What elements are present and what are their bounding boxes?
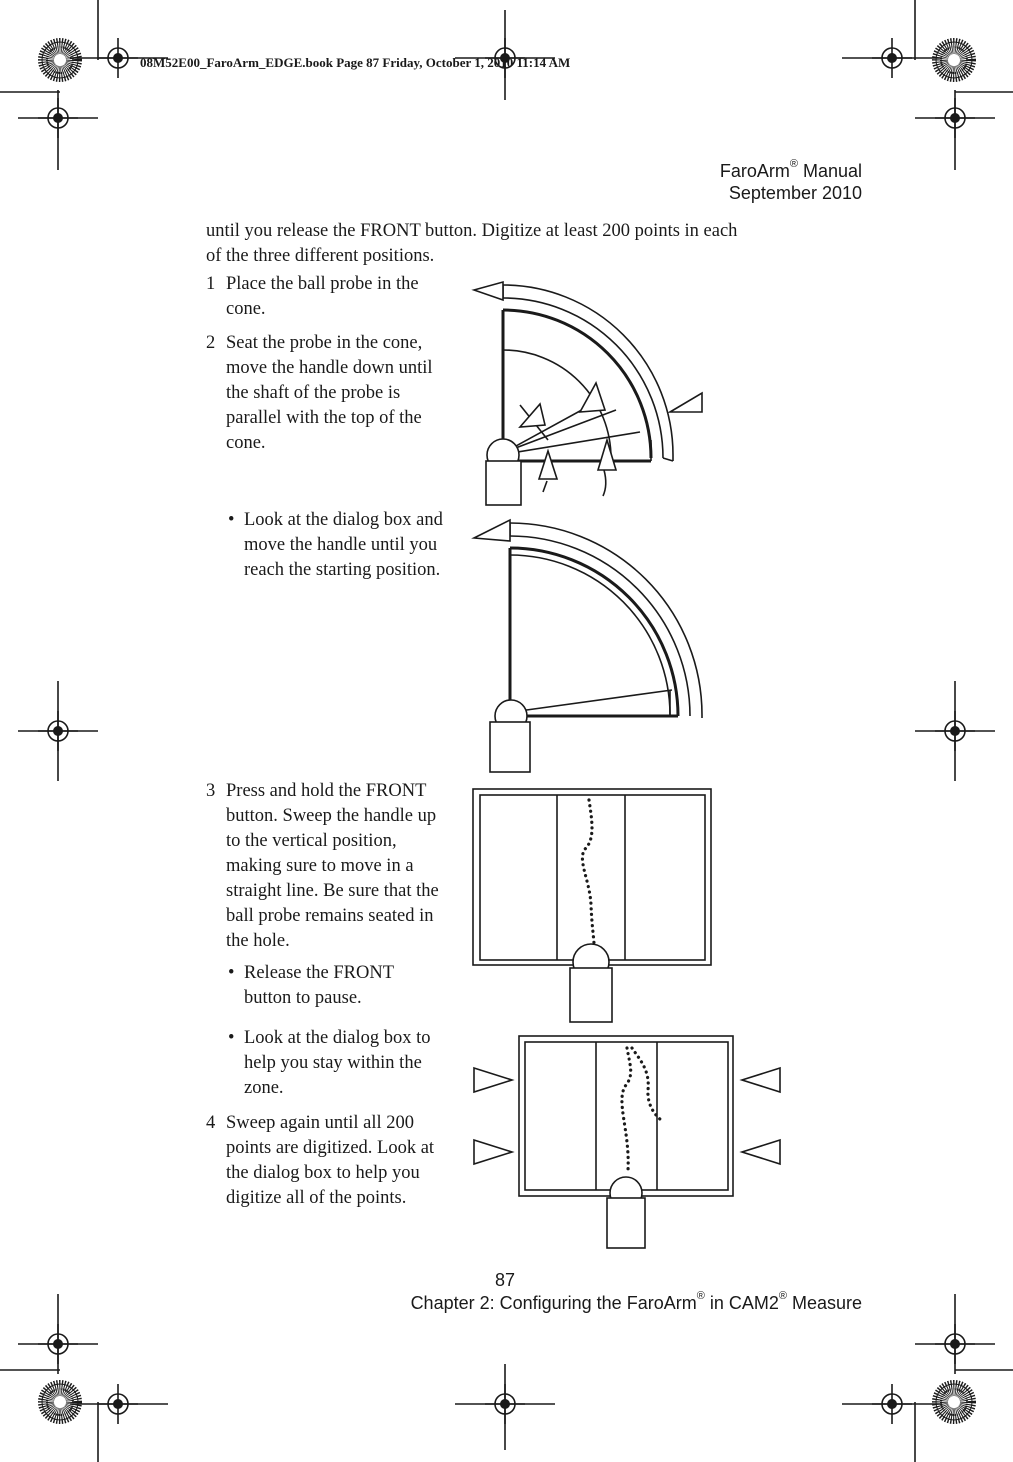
step-4: 4 Sweep again until all 200 points are digitized. Look at the dialog box to help you digitize all of the points.	[206, 1113, 435, 1208]
bullet-stay-in-zone: • Look at the dialog box to help you stay within the zone.	[228, 1028, 431, 1098]
page-number: 87	[495, 1270, 516, 1290]
step-number: 4	[206, 1113, 216, 1133]
step-number: 1	[206, 274, 216, 294]
step-1: 1 Place the ball probe in the cone.	[206, 274, 419, 319]
bullet-mark: •	[228, 510, 235, 530]
step-number: 3	[206, 781, 216, 801]
step-3: 3 Press and hold the FRONT button. Sweep the handle up to the vertical position, making sure to move in a straight line. Be sure that the ball probe remains seated in the hole.	[206, 781, 439, 951]
header-manual-title: FaroArm® Manual	[719, 158, 862, 181]
step-number: 2	[206, 333, 216, 353]
step-2: 2 Seat the probe in the cone, move the handle down until the shaft of the probe is parallel with the top of the cone.	[206, 333, 433, 453]
bullet-mark: •	[228, 963, 235, 983]
bullet-starting-position: • Look at the dialog box and move the handle until you reach the starting position.	[228, 510, 443, 580]
print-slug: 08M52E00_FaroArm_EDGE.book Page 87 Friday, October 1, 2010 11:14 AM	[140, 55, 571, 70]
header-date: September 2010	[728, 183, 862, 203]
chapter-footer: Chapter 2: Configuring the FaroArm® in CAM2® Measure	[410, 1290, 862, 1313]
intro-paragraph: until you release the FRONT button. Digitize at least 200 points in each of the three different positions.	[206, 221, 738, 266]
bullet-mark: •	[228, 1028, 235, 1048]
bullet-release-front: • Release the FRONT button to pause.	[228, 963, 395, 1008]
